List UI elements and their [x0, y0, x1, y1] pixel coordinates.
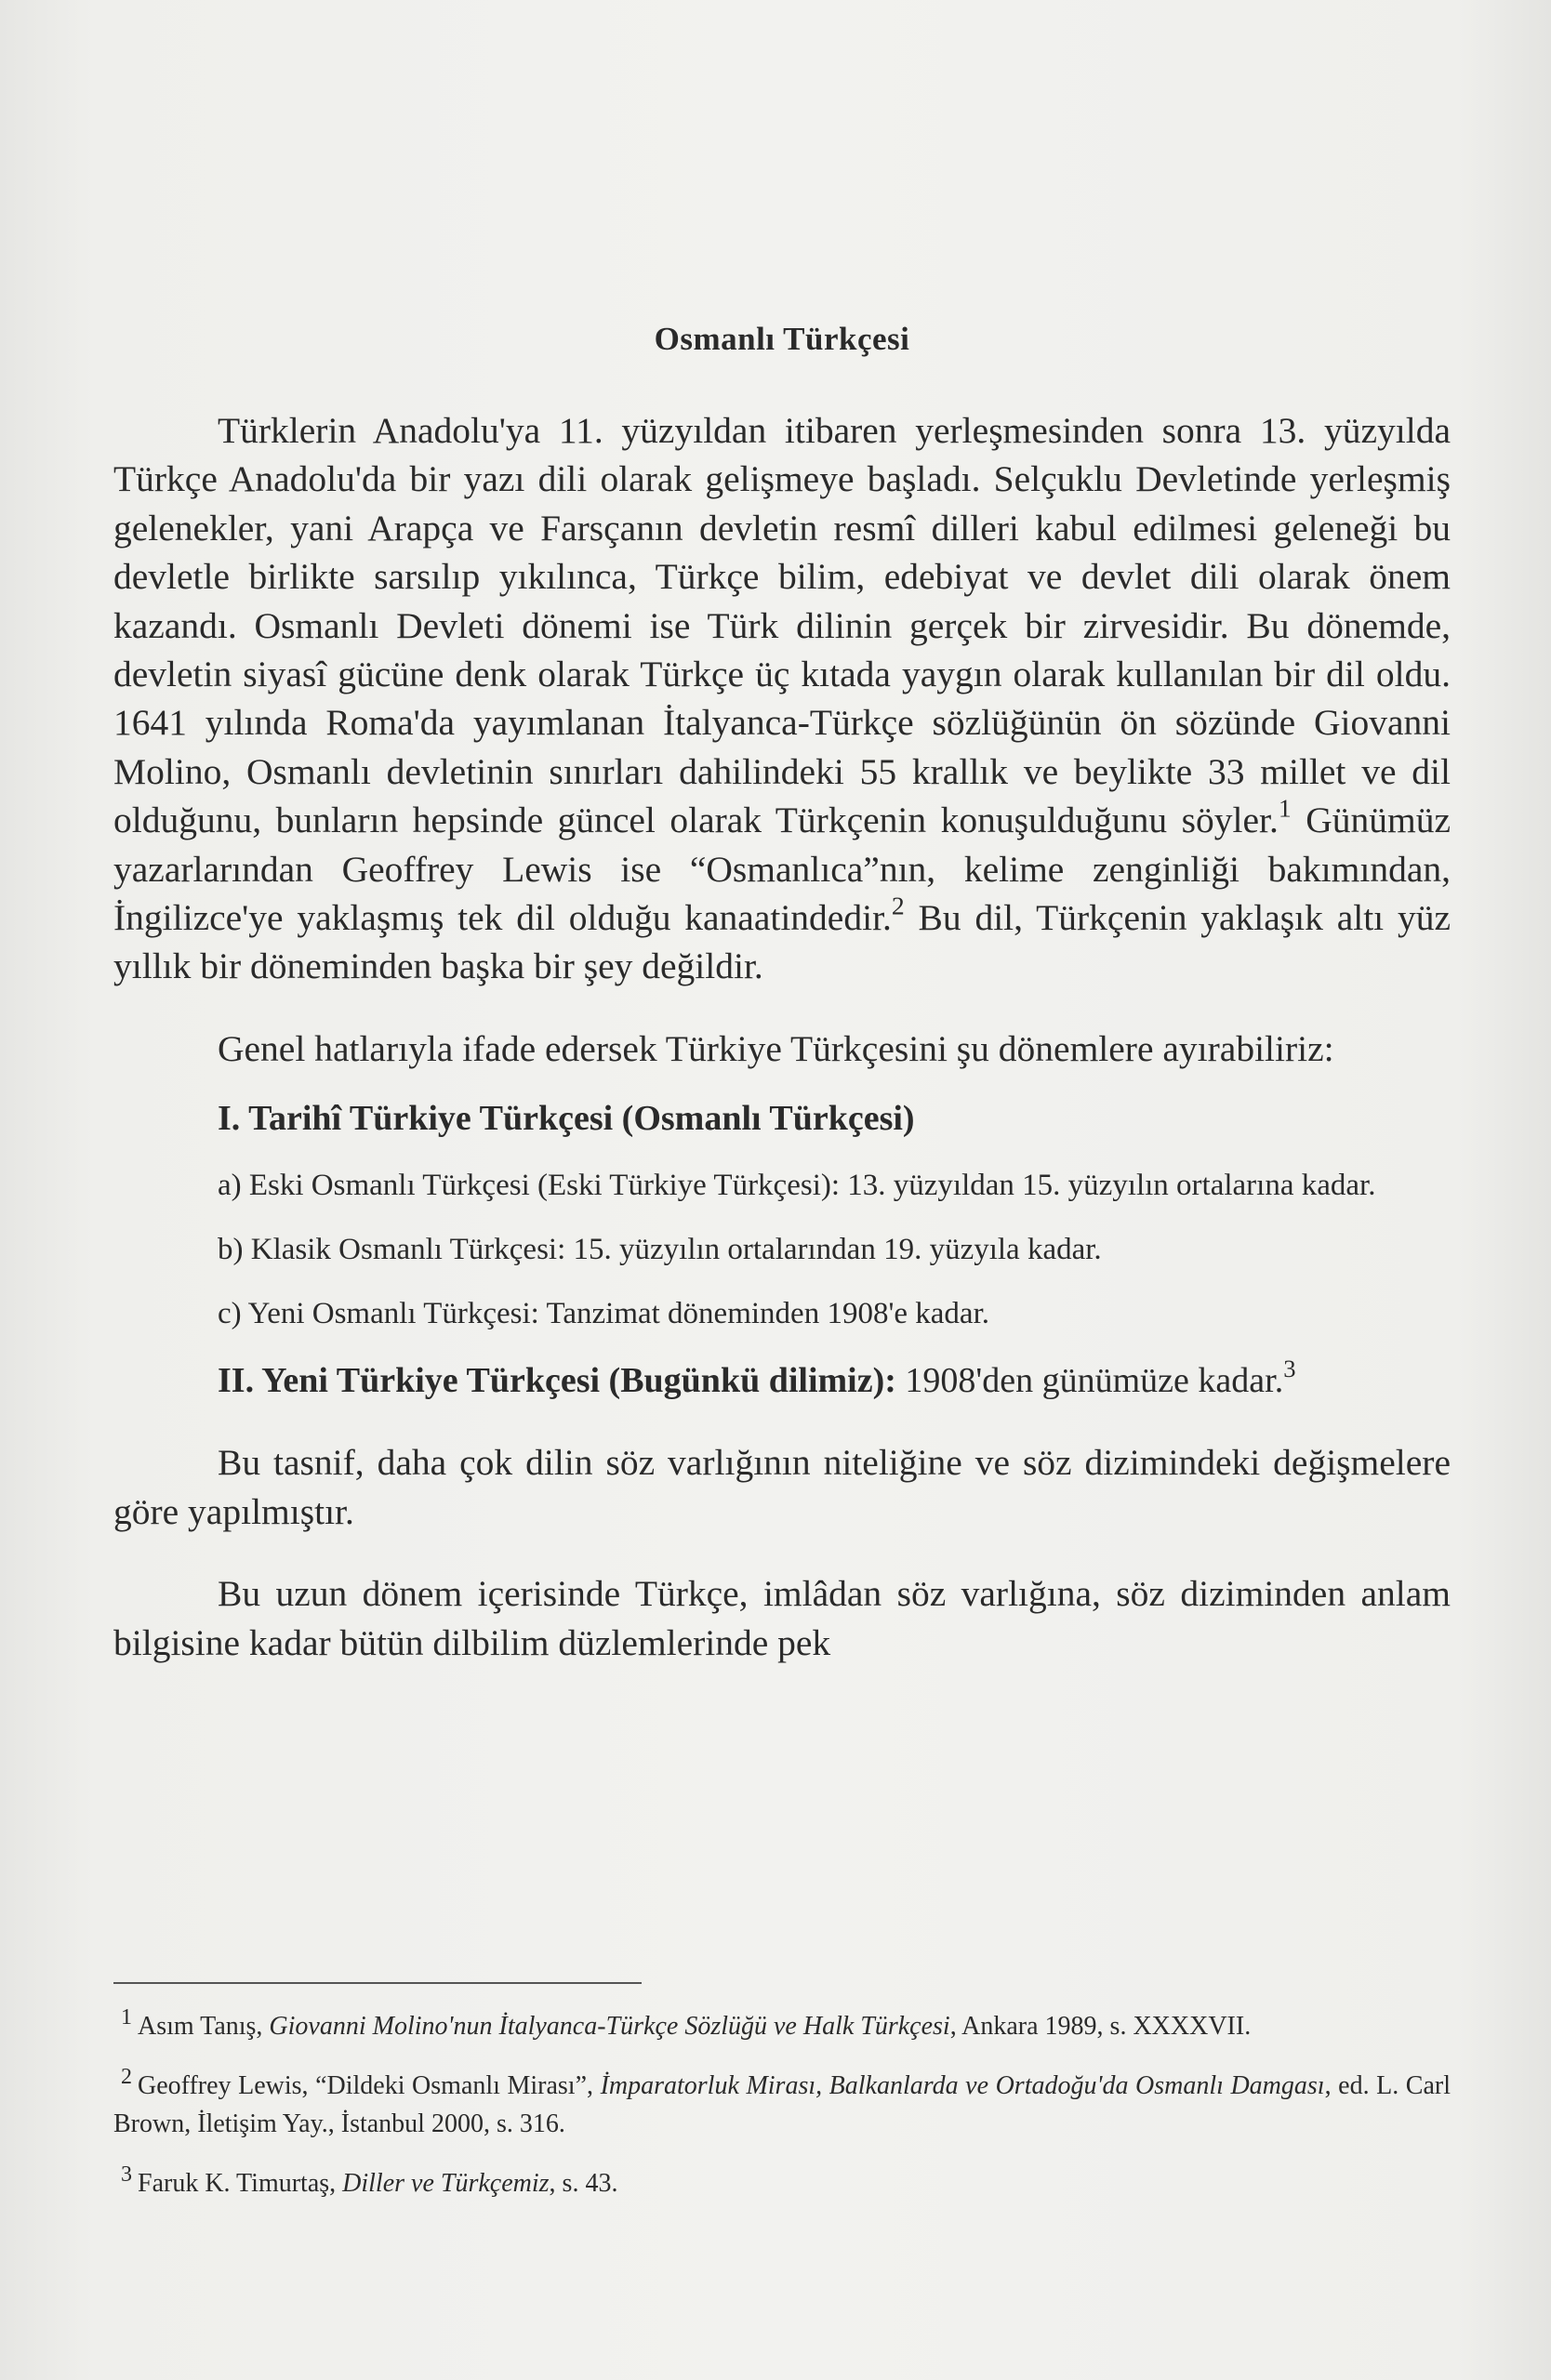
footnote-text: , s. 43. — [549, 2168, 618, 2198]
paragraph-intro — [113, 406, 1451, 991]
page-title: Osmanlı Türkçesi — [654, 321, 910, 357]
footnote-number: 1 — [121, 2005, 132, 2030]
footnote-text: Asım Tanış, — [138, 2011, 270, 2041]
footnote-3 — [113, 2156, 1451, 2202]
paragraph-intro-part-b: Günümüz yazarlarından Geoffrey Lewis ise “Osmanlıca”nın, kelime zenginliği bakımından, İngilizce'ye yaklaşmış tek dil olduğu kanaatindedir. — [113, 800, 1451, 939]
footnote-1 — [113, 1999, 1451, 2045]
paragraph-intro-part-c: Bu dil, Türkçenin yaklaşık altı yüz yıllık bir döneminden başka bir şey değildir. — [113, 897, 1451, 987]
paragraph-intro-part-a: Türklerin Anadolu'ya 11. yüzyıldan itibaren yerleşmesinden sonra 13. yüzyılda Türkçe Anadolu'da bir yazı dili olarak gelişmeye başladı. Selçuklu Devletinde yerleşmiş gelenekler, yani Arapça ve Farsçanın devletin resmî dilleri kabul edilmesi geleneği bu devletle birlikte sarsılıp yıkılınca, Türkçe bilim, edebiyat ve devlet dili olarak önem kazandı. Osmanlı Devleti dönemi ise Türk dilinin gerçek bir zirvesidir. Bu dönemde, devletin siyasî gücüne denk olarak Türkçe üç kıtada yaygın olarak kullanılan bir dil oldu. 1641 yılında Roma'da yayımlanan İtalyanca-Türkçe sözlüğünün ön sözünde Giovanni Molino, Osmanlı devletinin sınırları dahilindeki 55 krallık ve beylikte 33 millet ve dil olduğunu, bunların hepsinde güncel olarak Türkçenin konuşulduğunu söyler. — [113, 410, 1451, 841]
footnote-2 — [113, 2058, 1451, 2143]
footnote-text: Faruk K. Timurtaş, — [138, 2168, 343, 2198]
list-item-b: b) Klasik Osmanlı Türkçesi: 15. yüzyılın ortalarından 19. yüzyıla kadar. — [218, 1233, 1102, 1267]
footnote-text: , Ankara 1989, s. XXXXVII. — [949, 2011, 1252, 2041]
footnote-divider — [113, 1982, 642, 1984]
section-heading-modern-rest: 1908'den günümüze kadar. — [895, 1361, 1284, 1401]
footnote-number: 3 — [121, 2162, 132, 2187]
list-item-a: a) Eski Osmanlı Türkçesi (Eski Türkiye Türkçesi): 13. yüzyıldan 15. yüzyılın ortalarına kadar. — [218, 1169, 1376, 1203]
paragraph-long-period: Bu uzun dönem içerisinde Türkçe, imlâdan söz varlığına, söz diziminden anlam bilgisine kadar bütün dilbilim düzlemlerinde pek — [113, 1573, 1451, 1663]
footnote-title: İmparatorluk Mirası, Balkanlarda ve Ortadoğu'da Osmanlı Damgası — [600, 2070, 1325, 2100]
footnote-ref-2: 2 — [891, 891, 905, 920]
list-item-c: c) Yeni Osmanlı Türkçesi: Tanzimat döneminden 1908'e kadar. — [218, 1297, 989, 1331]
footnote-text: , ed. L. Carl Brown, İletişim Yay., İstanbul 2000, s. 316. — [113, 2070, 1451, 2138]
paragraph-classification: Bu tasnif, daha çok dilin söz varlığının niteliğine ve söz dizimindeki değişmelere göre yapılmıştır. — [113, 1442, 1451, 1532]
footnote-ref-1: 1 — [1278, 793, 1292, 823]
footnote-text: Geoffrey Lewis, “Dildeki Osmanlı Mirası”, — [138, 2070, 601, 2100]
section-heading-historic: I. Tarihî Türkiye Türkçesi (Osmanlı Türkçesi) — [218, 1099, 915, 1139]
main-text — [113, 321, 1451, 1700]
section-heading-modern-bold: II. Yeni Türkiye Türkçesi (Bugünkü dilimiz): — [218, 1361, 896, 1401]
footnote-title: Giovanni Molino'nun İtalyanca-Türkçe Sözlüğü ve Halk Türkçesi — [269, 2011, 950, 2041]
footnote-ref-3: 3 — [1283, 1355, 1296, 1383]
section-heading-modern — [113, 1356, 1451, 1405]
footnote-number: 2 — [121, 2064, 132, 2089]
footnote-title: Diller ve Türkçemiz — [342, 2168, 550, 2198]
paragraph-periods: Genel hatlarıyla ifade edersek Türkiye Türkçesini şu dönemlere ayırabiliriz: — [218, 1027, 1334, 1069]
footnotes — [113, 1999, 1451, 2215]
